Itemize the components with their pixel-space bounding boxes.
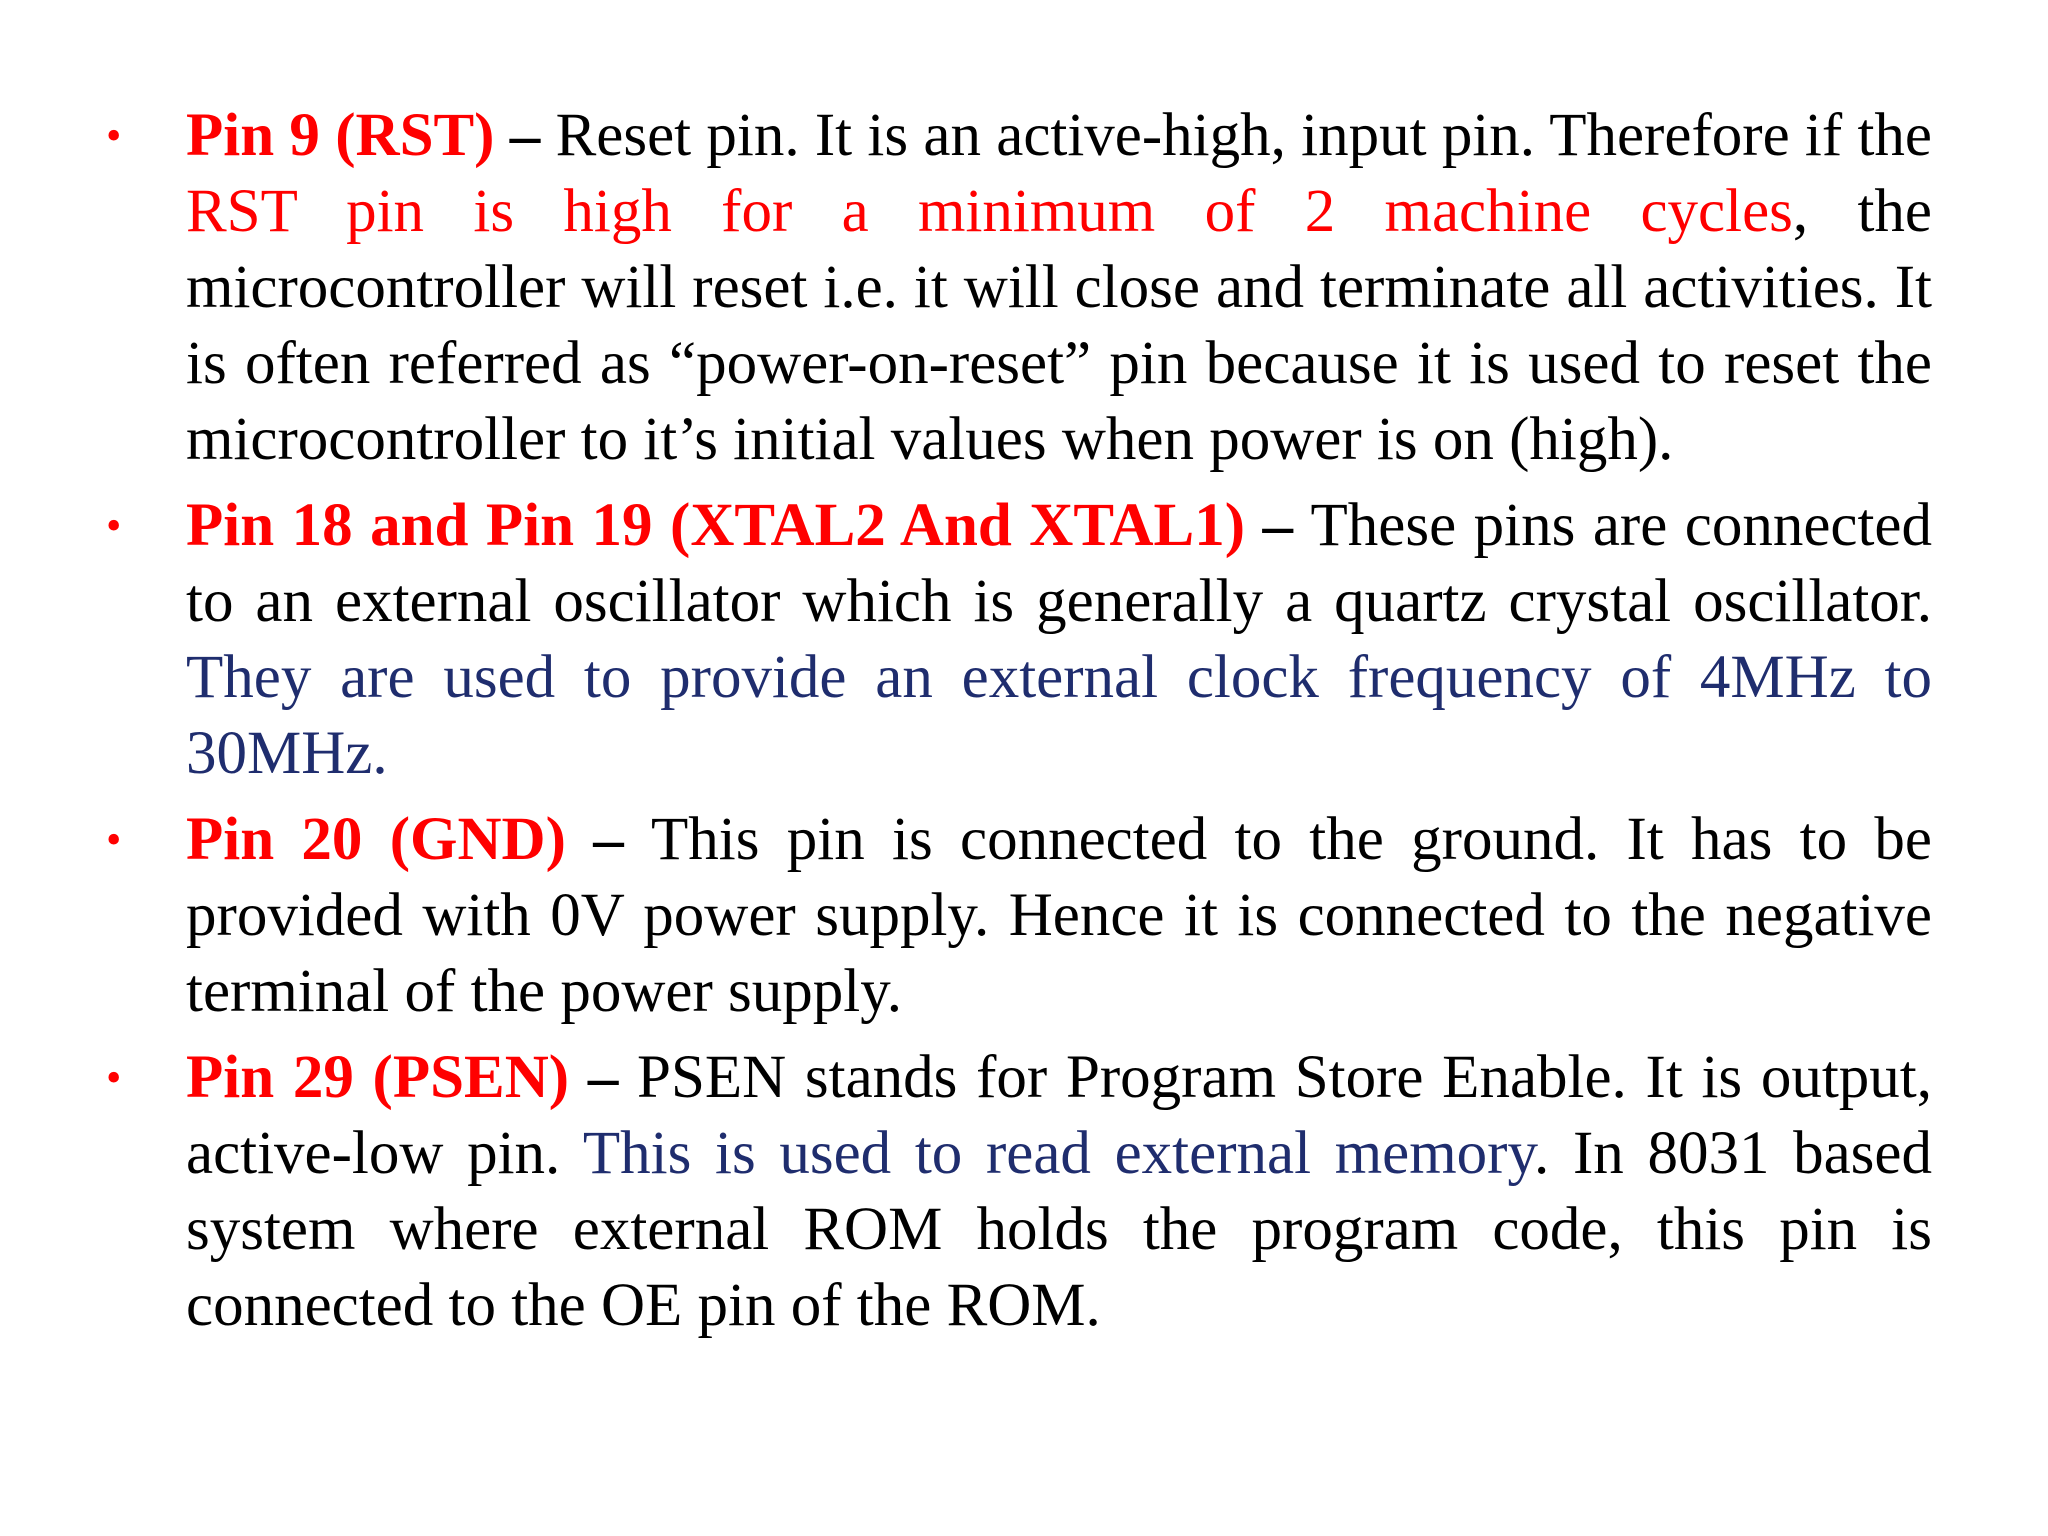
bullet-icon: • [106,501,122,550]
dash-separator: – [1245,492,1311,559]
bullet-icon: • [106,111,122,160]
description-text: PSEN stands for Program Store Enable. It is output, active-low pin. [186,1044,1933,1187]
list-item-pin-18-19-xtal [100,488,1932,792]
description-text: Reset pin. It is an active-high, input pin. Therefore if the [555,102,1932,169]
description-text: This pin is connected to the ground. It has to be provided with 0V power supply. Hence it is connected to the negative terminal of the power supply. [186,806,1932,1025]
pin-label: Pin 20 (GND) [186,806,566,873]
list-item-pin-20-gnd [100,802,1932,1030]
pin-label: Pin 9 (RST) [186,102,495,169]
dash-separator: – [569,1044,638,1111]
dash-separator: – [494,102,556,169]
pin-label: Pin 29 (PSEN) [186,1044,570,1111]
description-text: These pins are connected to an external oscillator which is generally a quartz crystal oscillator. [186,492,1933,635]
dash-separator: – [565,806,652,873]
bullet-icon: • [106,1053,122,1102]
pin-description-list [100,98,1932,1354]
description-text: . In 8031 based system where external ROM holds the program code, this pin is connected to the OE pin of the ROM. [186,1120,1932,1339]
highlight-text: RST pin is high for a minimum of 2 machine cycles [186,178,1793,245]
pin-label: Pin 18 and Pin 19 (XTAL2 And XTAL1) [186,492,1246,559]
description-text: , the microcontroller will reset i.e. it will close and terminate all activities. It is often referred as “power-on-reset” pin because it is used to reset the microcontroller to it’s initial values when power is on (high). [186,178,1932,473]
bullet-icon: • [106,815,122,864]
list-item-pin-9-rst [100,98,1932,478]
highlight-text: This is used to read external memory [582,1120,1535,1187]
list-item-pin-29-psen [100,1040,1932,1344]
highlight-text: They are used to provide an external clock frequency of 4MHz to 30MHz. [186,644,1932,787]
